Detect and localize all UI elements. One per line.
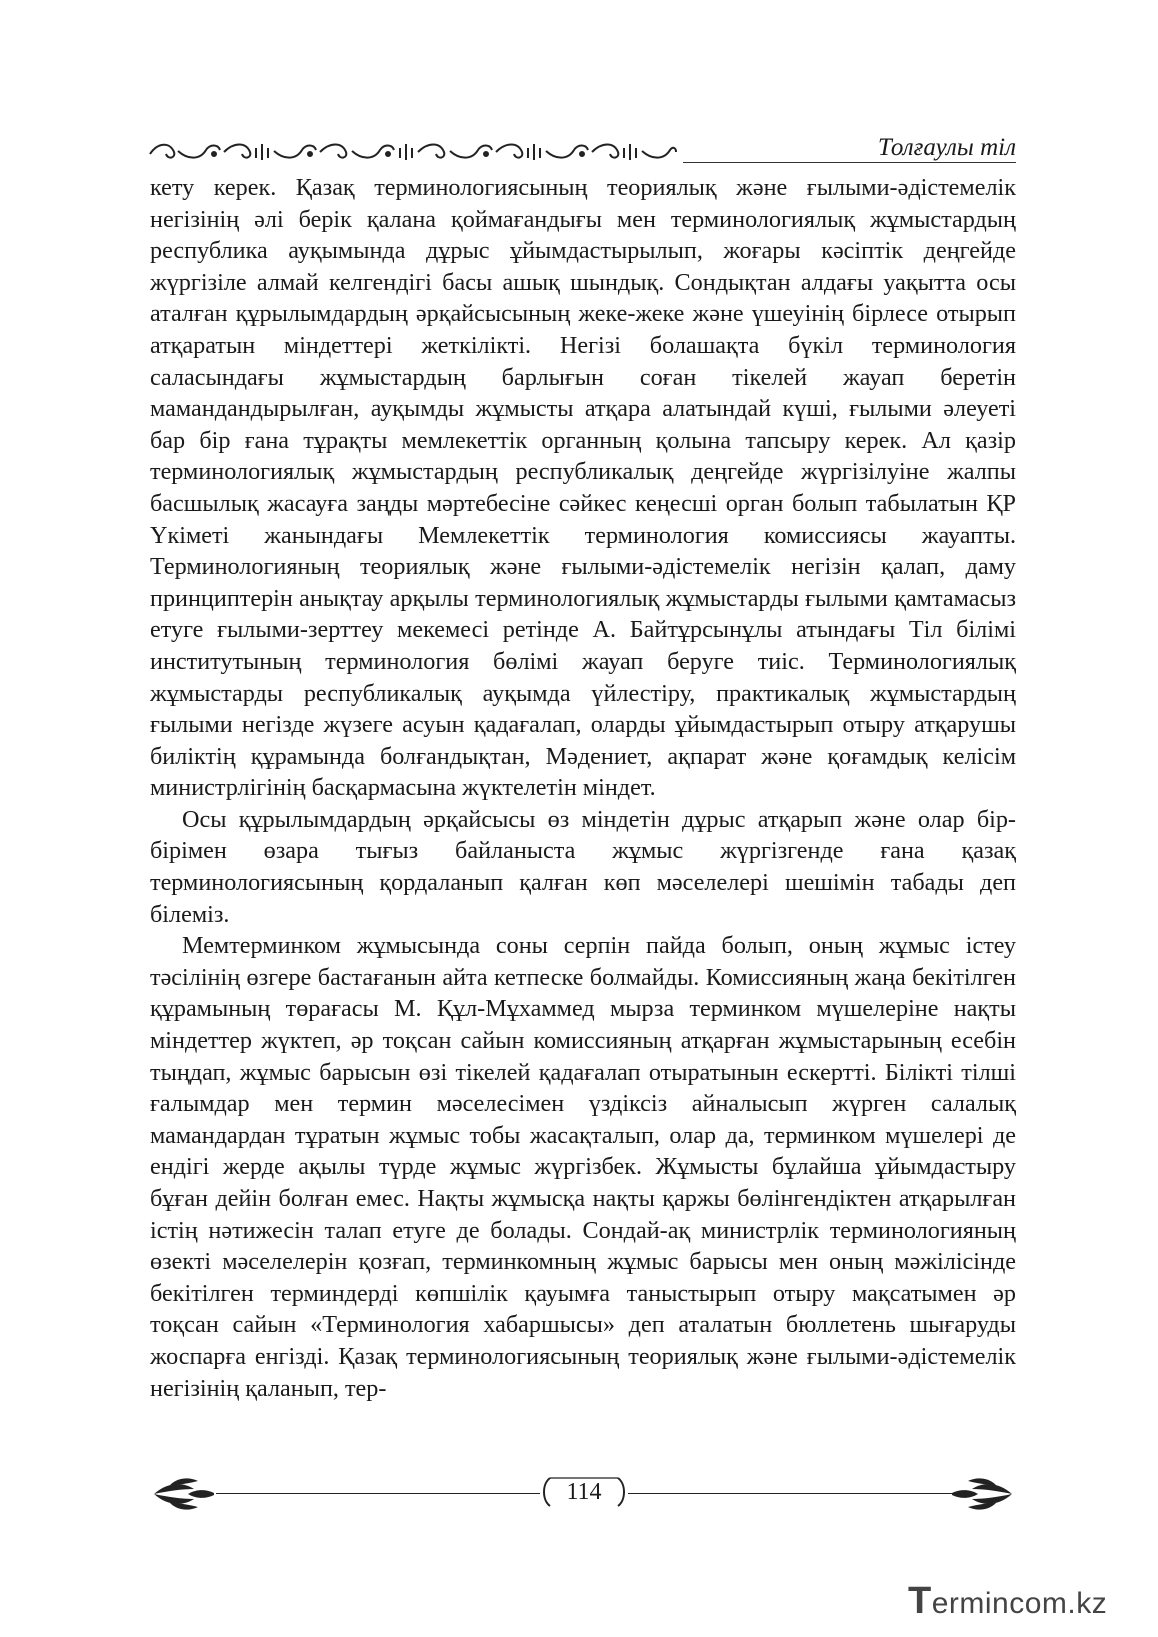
scroll-ornament-icon — [148, 138, 678, 164]
paragraph: кету керек. Қазақ терминологиясының теориялық және ғылыми-әдістемелік негізінің әлі берік қалана қоймағандығы мен терминологиялық жұмыстардың республика ауқымында дұрыс ұйымдастырылып, жоғары кәсіптік деңгейде жүргізіле алмай келгендігі басы ашық шындық. Сондықтан алдағы уақытта осы аталған құрылымдардың әрқайсысының жеке-жеке және үшеуінің бірлесе отырып атқаратын міндеттері жеткілікті. Негізі болашақта бүкіл терминология саласындағы жұмыстардың барлығын соған тікелей жауап беретін мамандандырылған, ауқымды жұмысты атқара алатындай күші, ғылыми әлеуеті бар бір ғана тұрақты мемлекеттік органның қолына тапсыру керек. Ал қазір терминологиялық жұмыстардың республикалық деңгейде жүргізілуіне жалпы басшылық жасауға заңды мәртебесіне сәйкес кеңесші орган болып табылатын ҚР Үкіметі жанындағы Мемлекеттік терминология комиссиясы жауапты. Терминологияның теориялық және ғылыми-әдістемелік негізін қалап, даму принциптерін анықтау арқылы терминологиялық жұмыстарды ғылыми қамтамасыз етуге ғылыми-зерттеу мекемесі ретінде А. Байтұрсынұлы атындағы Тіл білімі институтының терминология бөлімі жауап беруге тиіс. Терминологиялық жұмыстарды республикалық ауқымда үйлестіру, практикалық жұмыстардың ғылыми негізде жүзеге асуын қадағалап, оларды ұйымдастырып отыру атқарушы биліктің құрамында болғандықтан, Мәдениет, ақпарат және қоғамдық келісім министрлігінің басқармасына жүктелетін міндет. — [150, 174, 1016, 802]
page-footer — [148, 1473, 1018, 1517]
page-number: 114 — [540, 1474, 628, 1510]
leaf-ornament-icon — [148, 1475, 218, 1513]
header-rule — [683, 162, 1016, 163]
body-text — [150, 172, 1016, 1404]
footer-rule-left — [216, 1493, 540, 1494]
footer-rule-right — [628, 1493, 952, 1494]
running-header-title: Толғаулы тіл — [877, 134, 1016, 161]
paragraph: Осы құрылымдардың әрқайсысы өз міндетін дұрыс атқарып және олар бір-бірімен өзара тығыз байланыста жұмыс жүргізгенде ғана қазақ терминологиясының қордаланып қалған көп мәселелері шешімін табады деп білеміз. — [150, 805, 1016, 928]
paragraph: Мемтерминком жұмысында соны серпін пайда болып, оның жұмыс істеу тәсілінің өзгере бастағанын айта кетпеске болмайды. Комиссияның жаңа бекітілген құрамының төрағасы М. Құл-Мұхаммед мырза терминком мүшелеріне нақты міндеттер жүктеп, әр тоқсан сайын комиссияның атқарған жұмыстарының есебін тыңдап, жұмыс барысын өзі тікелей қадағалап отыратынын ескертті. Білікті тілші ғалымдар мен термин мәселесімен үздіксіз айналысып жүрген салалық мамандардан тұратын жұмыс тобы жасақталып, олар да, терминком мүшелері де ендігі жерде ақылы түрде жұмыс жүргізбек. Жұмысты бұлайша ұйымдастыру бұған дейін болған емес. Нақты жұмысқа нақты қаржы бөлінгендіктен атқарылған істің нәтижесін талап етуге де болады. Сондай-ақ министрлік терминологияның өзекті мәселелерін қозғап, терминкомның жұмыс барысы мен оның мәжілісінде бекітілген терминдерді көпшілік қауымға таныстырып отыру мақсатымен әр тоқсан сайын «Терминология хабаршысы» деп аталатын бюллетень шығаруды жоспарға енгізді. Қазақ терминологиясының теориялық және ғылыми-әдістемелік негізінің қаланып, тер- — [150, 932, 1016, 1402]
watermark — [908, 1580, 1108, 1620]
leaf-ornament-icon — [948, 1475, 1018, 1513]
running-header — [148, 128, 1016, 168]
watermark-text: ermincom.kz — [931, 1587, 1108, 1620]
watermark-initial: T — [908, 1580, 932, 1622]
